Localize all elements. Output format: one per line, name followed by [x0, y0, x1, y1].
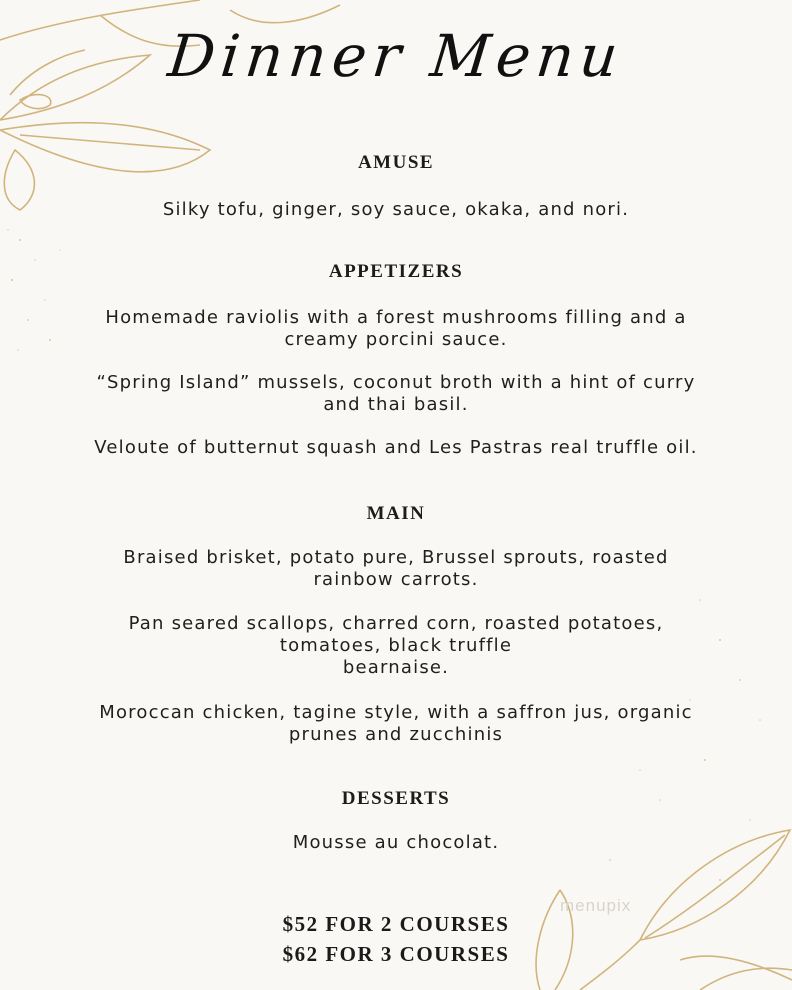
menu-item: Silky tofu, ginger, soy sauce, okaka, and nori. [162, 199, 630, 220]
menu-item: Moroccan chicken, tagine style, with a saffron jus, organic prunes and zucchinis [99, 702, 693, 745]
menu-title: Dinner Menu [165, 22, 627, 90]
section-heading-main: MAIN [366, 503, 426, 524]
menu-item: “Spring Island” mussels, coconut broth with a hint of curry and thai basil. [96, 372, 696, 415]
menu-item: Braised brisket, potato pure, Brussel sprouts, roasted rainbow carrots. [123, 547, 669, 590]
price-three-courses: $62 FOR 3 COURSES [282, 942, 510, 966]
menu-item: Homemade raviolis with a forest mushrooms filling and a creamy porcini sauce. [105, 307, 687, 350]
section-heading-desserts: DESSERTS [341, 788, 451, 809]
watermark: menupix [560, 896, 632, 915]
price-two-courses: $52 FOR 2 COURSES [282, 912, 510, 936]
menu-item: Mousse au chocolat. [292, 832, 500, 853]
menu-item: Veloute of butternut squash and Les Pastras real truffle oil. [94, 437, 698, 458]
menu-item: Pan seared scallops, charred corn, roasted potatoes, tomatoes, black truffle bearnaise. [128, 613, 664, 678]
section-heading-amuse: AMUSE [357, 152, 435, 173]
section-heading-appetizers: APPETIZERS [328, 261, 464, 282]
